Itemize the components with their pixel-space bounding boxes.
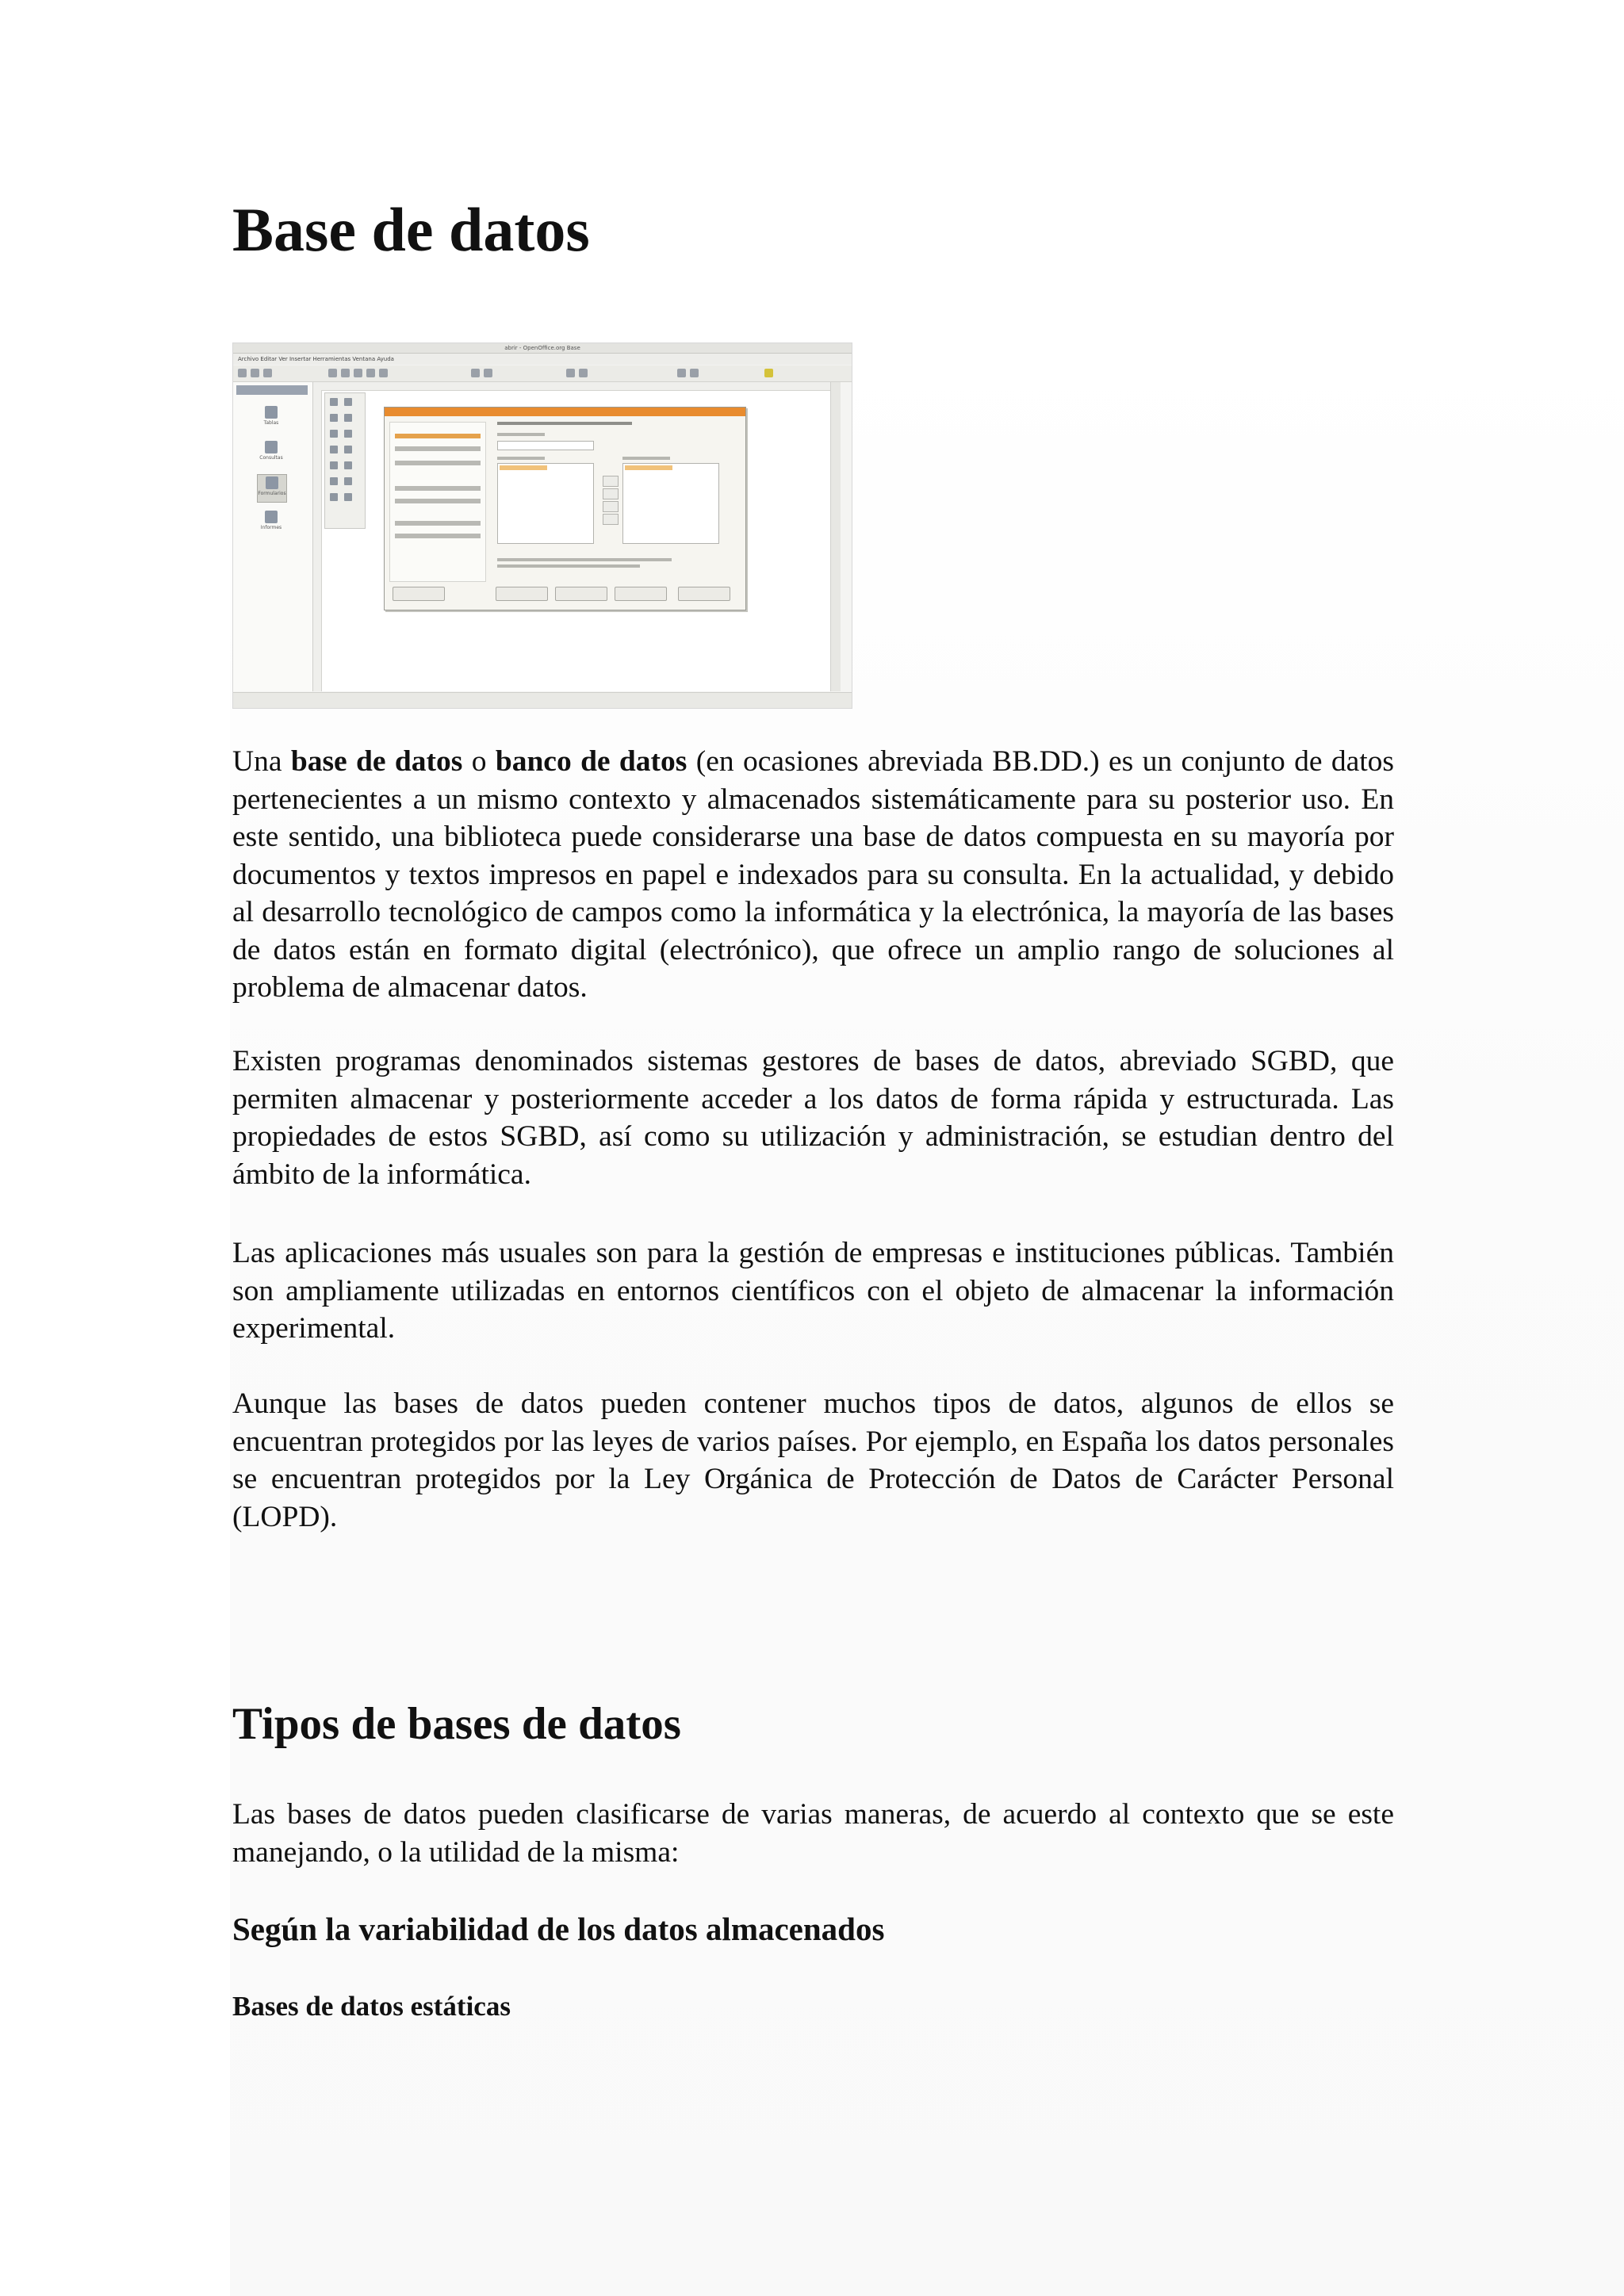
reports-icon: [265, 511, 278, 523]
control-checkbox-icon: [330, 414, 338, 422]
control-listbox-icon: [344, 446, 352, 453]
wizard-label-line: [497, 457, 545, 460]
screenshot-title-bar: [233, 343, 852, 354]
toolbar-new-icon: [238, 369, 247, 377]
intro-paragraph-4: Aunque las bases de datos pueden contener muchos tipos de datos, algunos de ellos se encuentran protegidos por las leyes de varios países. Por ejemplo, en España los datos personales se encuentran protegidos por la Ley Orgánica de Protección de Datos de Carácter Personal (LOPD).: [232, 1387, 1394, 1533]
screenshot-database-pane: [233, 382, 313, 691]
toolbar-print-icon: [341, 369, 350, 377]
intro-paragraph-3: Las aplicaciones más usuales son para la gestión de empresas e instituciones públicas. También son ampliamente utilizadas en entornos científicos con el objeto de almacenar la información experimental.: [232, 1237, 1394, 1345]
wizard-add-all-arrow-button: [603, 488, 619, 499]
toolbar-undo-icon: [471, 369, 480, 377]
control-more-icon: [330, 493, 338, 501]
wizard-step: [395, 499, 481, 503]
types-paragraph-1: Las bases de datos pueden clasificarse de varias maneras, de acuerdo al contexto que se este manejando, o la utilidad de la misma:: [232, 1798, 1394, 1869]
control-combobox-icon: [330, 461, 338, 469]
wizard-next-button: [555, 587, 607, 601]
control-label-icon: [330, 430, 338, 438]
queries-icon: [265, 441, 278, 453]
wizard-selected-fields-list: [622, 463, 719, 544]
subsubsection-heading-estaticas: Bases de datos estáticas: [232, 1991, 511, 2022]
screenshot-right-strip: [841, 382, 852, 691]
openoffice-base-screenshot: [232, 342, 852, 709]
tables-icon: [265, 406, 278, 419]
wizard-available-fields-list: [497, 463, 594, 544]
toolbar-edit-icon: [328, 369, 337, 377]
toolbar-copy-icon: [366, 369, 375, 377]
intro-text: o: [462, 745, 496, 778]
pane-item-forms: [257, 474, 287, 503]
wizard-hint-line: [497, 564, 640, 568]
wizard-back-button: [496, 587, 548, 601]
wizard-title-bar: [385, 408, 745, 416]
screenshot-window-title: abrir - OpenOffice.org Base: [504, 345, 580, 351]
wizard-finish-button: [615, 587, 667, 601]
intro-paragraph-1: [232, 743, 1394, 1007]
wizard-heading-line: [497, 422, 632, 425]
wizard-steps-panel: [389, 422, 486, 582]
forms-icon: [266, 476, 278, 489]
wizard-field-selected: [625, 465, 672, 470]
toolbar-zoom-icon: [690, 369, 699, 377]
control-button-icon: [344, 430, 352, 438]
toolbar-table-icon: [566, 369, 575, 377]
wizard-label-line: [497, 433, 545, 436]
database-pane-header: [236, 385, 308, 395]
wizard-step: [395, 534, 481, 538]
wizard-step: [395, 446, 481, 451]
toolbar-redo-icon: [484, 369, 492, 377]
wizard-hint-line: [497, 558, 672, 561]
control-image-icon: [330, 477, 338, 485]
wizard-remove-arrow-button: [603, 501, 619, 512]
screenshot-status-bar: [233, 692, 852, 709]
control-select-icon: [330, 398, 338, 406]
wizard-cancel-button: [678, 587, 730, 601]
toolbar-save-icon: [263, 369, 272, 377]
screenshot-vertical-scrollbar: [830, 382, 841, 691]
control-table-icon: [344, 477, 352, 485]
wizard-add-arrow-button: [603, 476, 619, 487]
screenshot-menu-bar: [233, 354, 852, 365]
pane-item-label: Formularios: [258, 491, 286, 496]
screenshot-horizontal-ruler: [321, 382, 830, 391]
wizard-field-selected: [500, 465, 547, 470]
pane-item-label: Consultas: [259, 455, 283, 461]
screenshot-form-wizard-dialog: [384, 407, 746, 610]
pane-item-label: Tablas: [263, 420, 279, 426]
toolbar-navigator-icon: [677, 369, 686, 377]
intro-text: Una: [232, 745, 291, 778]
page-title: Base de datos: [232, 195, 590, 264]
intro-paragraph-2: Existen programas denominados sistemas gestores de bases de datos, abreviado SGBD, que permiten almacenar y posteriormente acceder a los datos de forma rápida y estructurada. Las propiedades de estos SGBD, así como su utilización y administración, se estudian dentro del ámbito de la informática.: [232, 1045, 1394, 1191]
toolbar-cut-icon: [354, 369, 362, 377]
toolbar-form-icon: [579, 369, 588, 377]
screenshot-vertical-ruler: [313, 382, 322, 691]
wizard-label-line: [622, 457, 670, 460]
control-design-icon: [344, 398, 352, 406]
pane-item-label: Informes: [260, 525, 282, 530]
section-heading-tipos: Tipos de bases de datos: [232, 1699, 681, 1749]
toolbar-help-icon: [764, 369, 773, 377]
control-wizard-icon: [344, 493, 352, 501]
wizard-help-button: [393, 587, 445, 601]
control-textbox-icon: [344, 414, 352, 422]
control-option-icon: [330, 446, 338, 453]
pane-item-reports: [257, 509, 285, 536]
wizard-step: [395, 486, 481, 491]
wizard-step: [395, 434, 481, 438]
toolbar-paste-icon: [379, 369, 388, 377]
wizard-step: [395, 521, 481, 526]
toolbar-open-icon: [251, 369, 259, 377]
pane-item-queries: [257, 439, 285, 466]
wizard-table-combo: [497, 441, 594, 450]
pane-item-tables: [257, 404, 285, 431]
intro-text: (en ocasiones abreviada BB.DD.) es un conjunto de datos pertenecientes a un mismo contexto y almacenados sistemáticamente para su posterior uso. En este sentido, una biblioteca puede considerarse una base de datos compuesta en su mayoría por documentos y textos impresos en papel e indexados para su consulta. En la actualidad, y debido al desarrollo tecnológico de campos como la informática y la electrónica, la mayoría de las bases de datos están en formato digital (electrónico), que ofrece un amplio rango de soluciones al problema de almacenar datos.: [232, 745, 1395, 1004]
control-groupbox-icon: [344, 461, 352, 469]
wizard-remove-all-arrow-button: [603, 514, 619, 525]
screenshot-toolbar: [233, 365, 852, 382]
screenshot-menu-items: Archivo Editar Ver Insertar Herramientas Ventana Ayuda: [238, 356, 394, 362]
subsection-heading-variabilidad: Según la variabilidad de los datos almacenados: [232, 1911, 885, 1947]
screenshot-form-controls-toolbox: [324, 392, 366, 529]
wizard-step: [395, 461, 481, 465]
term-banco-de-datos: banco de datos: [495, 745, 688, 778]
term-base-de-datos: base de datos: [290, 745, 463, 778]
